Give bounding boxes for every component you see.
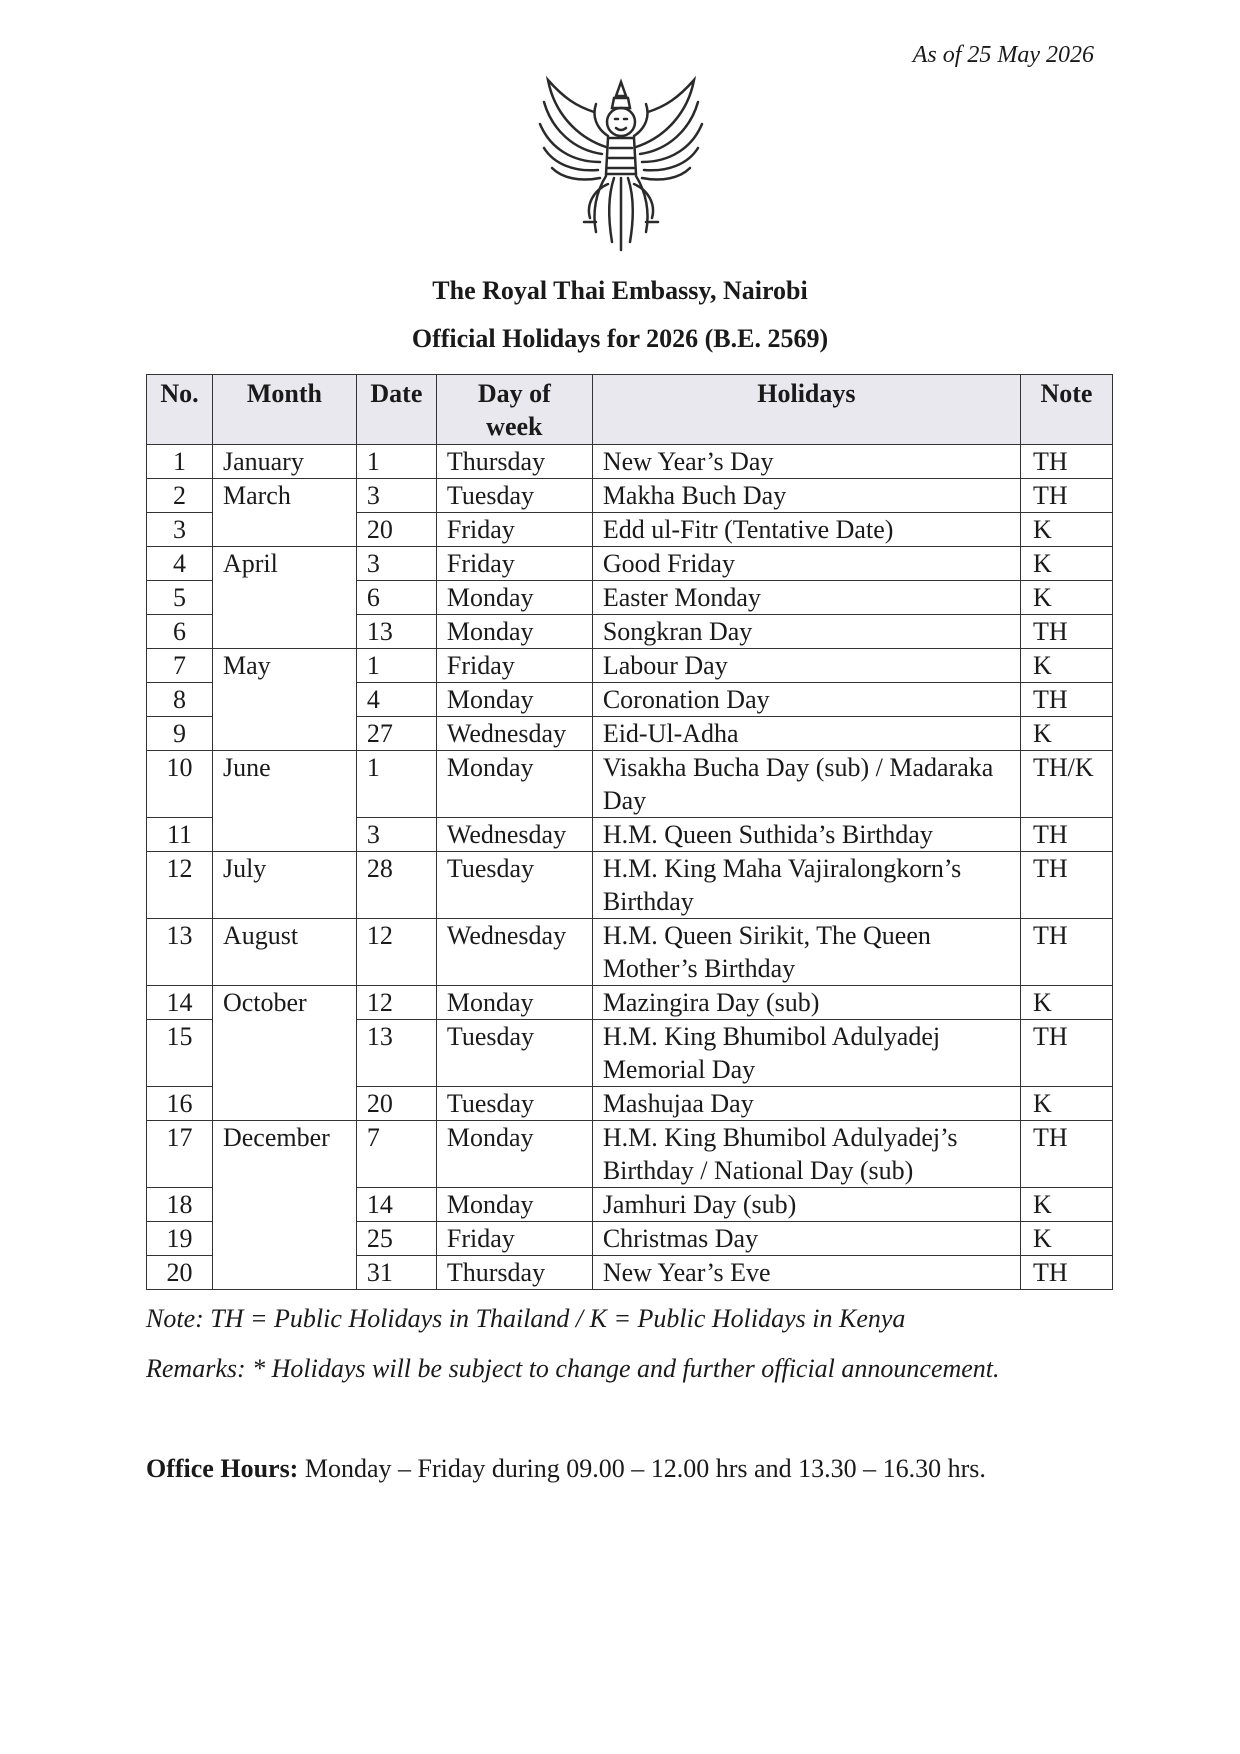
cell-holiday: H.M. King Maha Vajiralongkorn’s Birthday bbox=[592, 852, 1020, 919]
table-row bbox=[147, 1222, 1113, 1256]
cell-date: 13 bbox=[356, 1020, 436, 1087]
cell-no: 13 bbox=[147, 919, 213, 986]
cell-month: April bbox=[212, 547, 356, 581]
cell-holiday: Mashujaa Day bbox=[592, 1087, 1020, 1121]
cell-date: 7 bbox=[356, 1121, 436, 1188]
cell-day-of-week: Tuesday bbox=[436, 1020, 592, 1087]
cell-holiday: Eid-Ul-Adha bbox=[592, 717, 1020, 751]
table-row bbox=[147, 717, 1113, 751]
table-row bbox=[147, 581, 1113, 615]
table-row bbox=[147, 1256, 1113, 1290]
cell-month bbox=[212, 1087, 356, 1121]
cell-month: January bbox=[212, 445, 356, 479]
cell-month bbox=[212, 1188, 356, 1222]
cell-no: 6 bbox=[147, 615, 213, 649]
cell-date: 3 bbox=[356, 818, 436, 852]
cell-month bbox=[212, 615, 356, 649]
cell-date: 12 bbox=[356, 986, 436, 1020]
cell-day-of-week: Friday bbox=[436, 547, 592, 581]
cell-day-of-week: Monday bbox=[436, 751, 592, 818]
cell-date: 6 bbox=[356, 581, 436, 615]
cell-holiday: H.M. King Bhumibol Adulyadej’s Birthday / National Day (sub) bbox=[592, 1121, 1020, 1188]
table-row bbox=[147, 852, 1113, 919]
table-row bbox=[147, 751, 1113, 818]
cell-no: 17 bbox=[147, 1121, 213, 1188]
cell-date: 20 bbox=[356, 513, 436, 547]
cell-month: July bbox=[212, 852, 356, 919]
cell-holiday: Labour Day bbox=[592, 649, 1020, 683]
cell-day-of-week: Wednesday bbox=[436, 919, 592, 986]
cell-holiday: H.M. Queen Suthida’s Birthday bbox=[592, 818, 1020, 852]
cell-date: 1 bbox=[356, 649, 436, 683]
cell-holiday: Mazingira Day (sub) bbox=[592, 986, 1020, 1020]
table-row bbox=[147, 1121, 1113, 1188]
holidays-table bbox=[146, 374, 1113, 1290]
cell-note: K bbox=[1020, 1188, 1112, 1222]
cell-day-of-week: Tuesday bbox=[436, 479, 592, 513]
document-subtitle: Official Holidays for 2026 (B.E. 2569) bbox=[411, 324, 829, 353]
cell-no: 1 bbox=[147, 445, 213, 479]
cell-no: 9 bbox=[147, 717, 213, 751]
cell-note: TH bbox=[1020, 683, 1112, 717]
cell-note: TH bbox=[1020, 1020, 1112, 1087]
cell-holiday: New Year’s Eve bbox=[592, 1256, 1020, 1290]
cell-no: 15 bbox=[147, 1020, 213, 1087]
cell-no: 20 bbox=[147, 1256, 213, 1290]
cell-note: K bbox=[1020, 1087, 1112, 1121]
cell-date: 1 bbox=[356, 751, 436, 818]
cell-note: K bbox=[1020, 581, 1112, 615]
table-row bbox=[147, 513, 1113, 547]
table-row bbox=[147, 818, 1113, 852]
header-month: Month bbox=[212, 375, 356, 445]
cell-no: 5 bbox=[147, 581, 213, 615]
cell-note: TH bbox=[1020, 615, 1112, 649]
cell-day-of-week: Monday bbox=[436, 683, 592, 717]
cell-date: 12 bbox=[356, 919, 436, 986]
remarks: Remarks: * Holidays will be subject to change and further official announcement. bbox=[146, 1354, 1000, 1383]
cell-month: August bbox=[212, 919, 356, 986]
cell-date: 27 bbox=[356, 717, 436, 751]
cell-month bbox=[212, 1222, 356, 1256]
cell-day-of-week: Wednesday bbox=[436, 717, 592, 751]
cell-no: 4 bbox=[147, 547, 213, 581]
table-header-row bbox=[147, 375, 1113, 445]
cell-holiday: Coronation Day bbox=[592, 683, 1020, 717]
table-row bbox=[147, 683, 1113, 717]
cell-note: TH bbox=[1020, 818, 1112, 852]
cell-date: 1 bbox=[356, 445, 436, 479]
table-row bbox=[147, 1020, 1113, 1087]
cell-day-of-week: Monday bbox=[436, 986, 592, 1020]
table-row bbox=[147, 479, 1113, 513]
cell-note: K bbox=[1020, 717, 1112, 751]
cell-note: TH bbox=[1020, 919, 1112, 986]
cell-month: March bbox=[212, 479, 356, 513]
cell-note: TH bbox=[1020, 479, 1112, 513]
office-hours-text: Monday – Friday during 09.00 – 12.00 hrs and 13.30 – 16.30 hrs. bbox=[298, 1454, 986, 1483]
cell-date: 4 bbox=[356, 683, 436, 717]
header-note: Note bbox=[1020, 375, 1112, 445]
cell-day-of-week: Monday bbox=[436, 1121, 592, 1188]
cell-note: TH/K bbox=[1020, 751, 1112, 818]
cell-note: K bbox=[1020, 547, 1112, 581]
cell-month bbox=[212, 1256, 356, 1290]
cell-no: 19 bbox=[147, 1222, 213, 1256]
cell-note: K bbox=[1020, 986, 1112, 1020]
table-row bbox=[147, 919, 1113, 986]
cell-holiday: New Year’s Day bbox=[592, 445, 1020, 479]
cell-month: December bbox=[212, 1121, 356, 1188]
cell-month bbox=[212, 513, 356, 547]
office-hours-label: Office Hours: bbox=[146, 1454, 299, 1483]
cell-no: 8 bbox=[147, 683, 213, 717]
table-row bbox=[147, 615, 1113, 649]
cell-month bbox=[212, 717, 356, 751]
cell-month: May bbox=[212, 649, 356, 683]
cell-no: 11 bbox=[147, 818, 213, 852]
cell-day-of-week: Friday bbox=[436, 1222, 592, 1256]
cell-date: 3 bbox=[356, 547, 436, 581]
cell-month: June bbox=[212, 751, 356, 818]
table-row bbox=[147, 1087, 1113, 1121]
cell-holiday: Songkran Day bbox=[592, 615, 1020, 649]
cell-holiday: Christmas Day bbox=[592, 1222, 1020, 1256]
cell-note: K bbox=[1020, 1222, 1112, 1256]
cell-note: K bbox=[1020, 513, 1112, 547]
header-day-of-week: Day of week bbox=[436, 375, 592, 445]
cell-no: 3 bbox=[147, 513, 213, 547]
cell-no: 10 bbox=[147, 751, 213, 818]
garuda-emblem-icon bbox=[536, 72, 706, 257]
cell-day-of-week: Friday bbox=[436, 649, 592, 683]
cell-day-of-week: Monday bbox=[436, 581, 592, 615]
header-holidays: Holidays bbox=[592, 375, 1020, 445]
table-row bbox=[147, 445, 1113, 479]
cell-date: 13 bbox=[356, 615, 436, 649]
cell-holiday: Edd ul-Fitr (Tentative Date) bbox=[592, 513, 1020, 547]
header-no: No. bbox=[147, 375, 213, 445]
cell-day-of-week: Wednesday bbox=[436, 818, 592, 852]
cell-month bbox=[212, 683, 356, 717]
cell-holiday: Jamhuri Day (sub) bbox=[592, 1188, 1020, 1222]
table-row bbox=[147, 986, 1113, 1020]
table-row bbox=[147, 1188, 1113, 1222]
cell-note: TH bbox=[1020, 1121, 1112, 1188]
cell-note: TH bbox=[1020, 445, 1112, 479]
cell-day-of-week: Monday bbox=[436, 615, 592, 649]
cell-month: October bbox=[212, 986, 356, 1020]
header-date: Date bbox=[356, 375, 436, 445]
document-title: The Royal Thai Embassy, Nairobi bbox=[432, 276, 808, 305]
cell-holiday: H.M. King Bhumibol Adulyadej Memorial Day bbox=[592, 1020, 1020, 1087]
cell-date: 31 bbox=[356, 1256, 436, 1290]
cell-holiday: Good Friday bbox=[592, 547, 1020, 581]
cell-holiday: H.M. Queen Sirikit, The Queen Mother’s Birthday bbox=[592, 919, 1020, 986]
cell-holiday: Easter Monday bbox=[592, 581, 1020, 615]
cell-month bbox=[212, 581, 356, 615]
cell-note: TH bbox=[1020, 852, 1112, 919]
office-hours bbox=[146, 1454, 986, 1484]
as-of-date: As of 25 May 2026 bbox=[912, 42, 1094, 68]
cell-day-of-week: Friday bbox=[436, 513, 592, 547]
table-row bbox=[147, 649, 1113, 683]
cell-holiday: Makha Buch Day bbox=[592, 479, 1020, 513]
cell-holiday: Visakha Bucha Day (sub) / Madaraka Day bbox=[592, 751, 1020, 818]
cell-date: 25 bbox=[356, 1222, 436, 1256]
cell-date: 3 bbox=[356, 479, 436, 513]
cell-no: 14 bbox=[147, 986, 213, 1020]
cell-day-of-week: Tuesday bbox=[436, 1087, 592, 1121]
table-row bbox=[147, 547, 1113, 581]
cell-no: 7 bbox=[147, 649, 213, 683]
cell-note: K bbox=[1020, 649, 1112, 683]
cell-day-of-week: Tuesday bbox=[436, 852, 592, 919]
cell-date: 14 bbox=[356, 1188, 436, 1222]
cell-date: 20 bbox=[356, 1087, 436, 1121]
cell-date: 28 bbox=[356, 852, 436, 919]
cell-note: TH bbox=[1020, 1256, 1112, 1290]
cell-day-of-week: Monday bbox=[436, 1188, 592, 1222]
note-legend: Note: TH = Public Holidays in Thailand / K = Public Holidays in Kenya bbox=[146, 1304, 906, 1333]
cell-no: 16 bbox=[147, 1087, 213, 1121]
cell-month bbox=[212, 818, 356, 852]
cell-no: 18 bbox=[147, 1188, 213, 1222]
cell-day-of-week: Thursday bbox=[436, 445, 592, 479]
cell-no: 2 bbox=[147, 479, 213, 513]
cell-month bbox=[212, 1020, 356, 1087]
cell-no: 12 bbox=[147, 852, 213, 919]
cell-day-of-week: Thursday bbox=[436, 1256, 592, 1290]
